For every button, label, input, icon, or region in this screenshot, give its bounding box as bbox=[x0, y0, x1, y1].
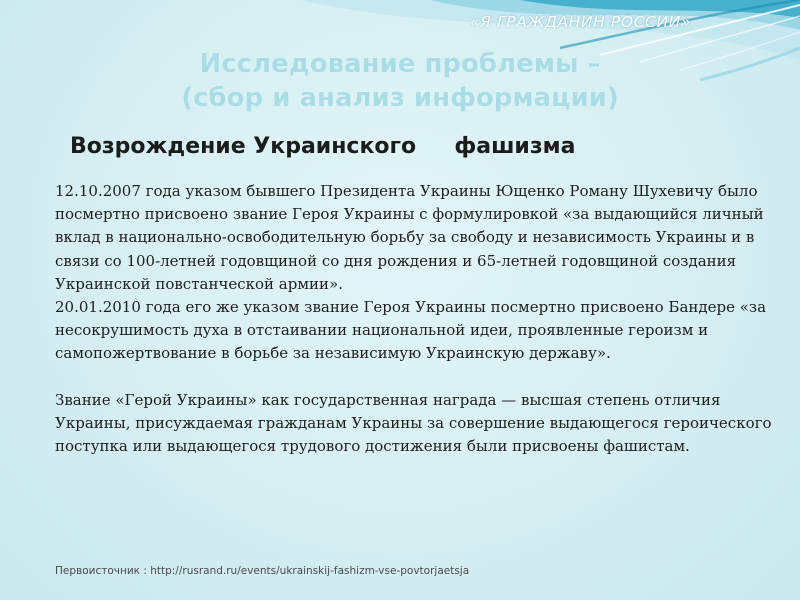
slide-tag: «Я ГРАЖДАНИН РОССИИ» bbox=[470, 13, 692, 31]
paragraph-bandera: 20.01.2010 года его же указом звание Героя Украины посмертно присвоено Бандере «за несокрушимость духа в отстаивании национальной идеи, проявленные героизм и самопожертвование в борьбе за независимую Украинскую державу». bbox=[55, 298, 767, 363]
research-title bbox=[0, 47, 800, 115]
source-link[interactable]: Первоисточник : http://rusrand.ru/events/ukrainskij-fashizm-vse-povtorjaetsja bbox=[55, 565, 470, 577]
slide-heading: Возрождение Украинского фашизма bbox=[70, 134, 576, 159]
paragraph-hero-title: Звание «Герой Украины» как государственная награда — высшая степень отличия Украины, присуждаемая гражданам Украины за совершение выдающегося героического поступка или выдающегося трудового достижения были присвоены фашистам. bbox=[55, 390, 772, 456]
research-title-line-2: (сбор и анализ информации) bbox=[181, 83, 619, 113]
body-text bbox=[55, 180, 785, 458]
paragraph-shukhevych: 12.10.2007 года указом бывшего Президента Украины Ющенко Роману Шухевичу было посмертно присвоено звание Героя Украины с формулировкой «за выдающийся личный вклад в национально-освободительную борьбу за свободу и независимость Украины и в связи со 100-летней годовщиной со дня рождения и 65-летней годовщиной создания Украинской повстанческой армии». bbox=[55, 182, 764, 293]
research-title-line-1: Исследование проблемы – bbox=[199, 49, 601, 79]
